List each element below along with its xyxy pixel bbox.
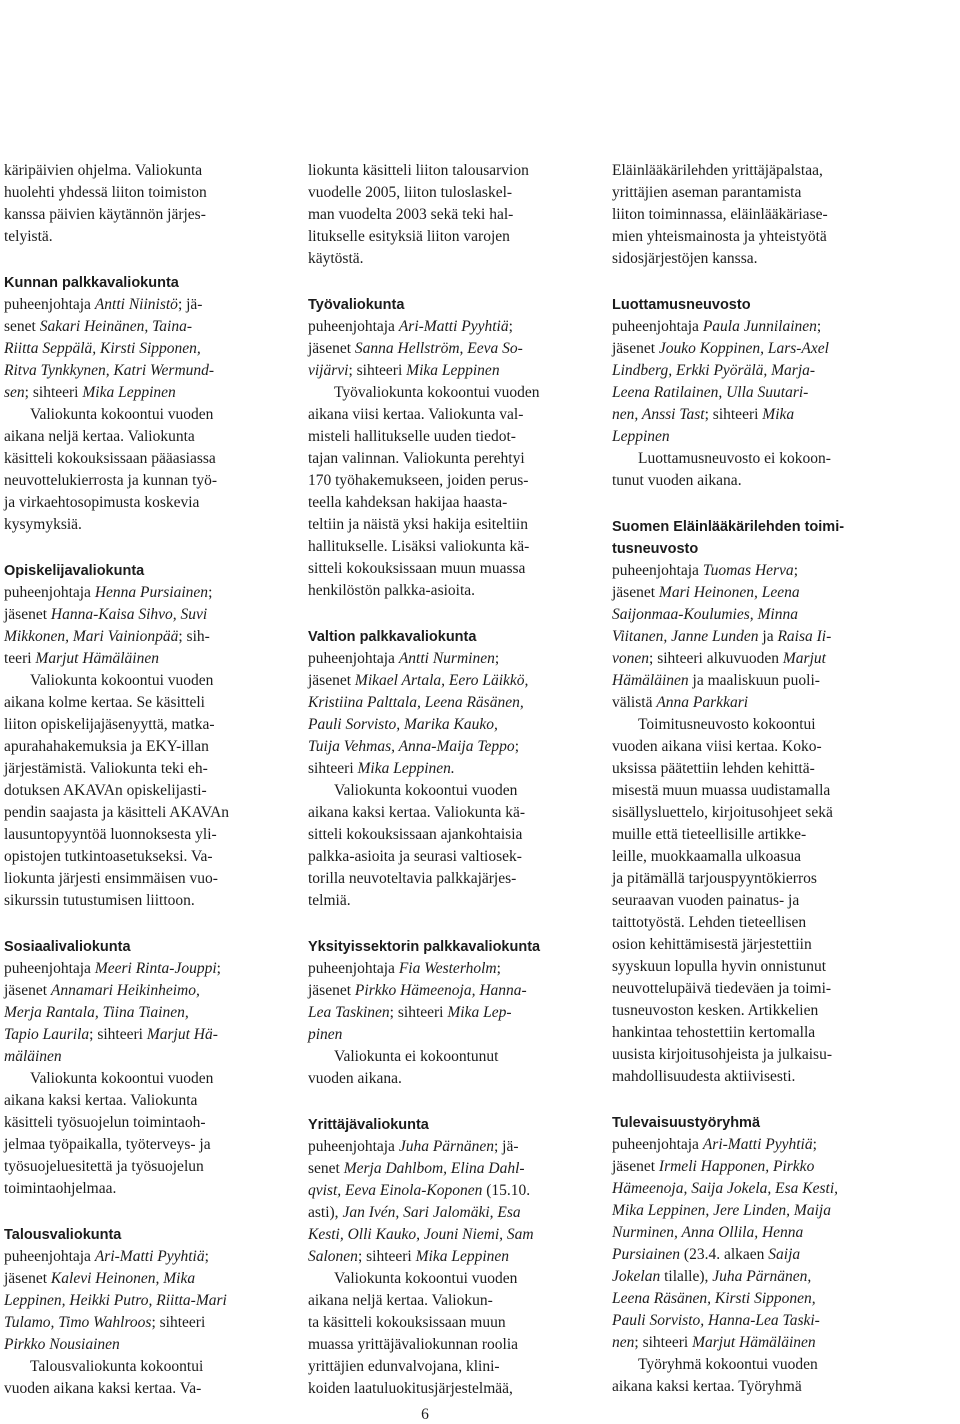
section-heading: Yrittäjävaliokunta [308, 1117, 429, 1133]
text-line: sitteli kokouksissaan muun muassa [308, 560, 526, 577]
text-line: Salonen; sihteeri Mika Leppinen [308, 1248, 510, 1265]
text-line: aikana neljä kertaa. Valiokun- [308, 1292, 493, 1309]
text-line: Kristiina Palttala, Leena Räsänen, [308, 694, 524, 711]
body-paragraph [4, 670, 274, 912]
text-line: Talousvaliokunta kokoontui [30, 1358, 204, 1375]
text-line: käsitteli työsuojelun toimintaoh- [4, 1114, 206, 1131]
text-line: Pursiainen (23.4. alkaen Saija [612, 1246, 801, 1263]
text-line: muille että tieteellisille artikke- [612, 826, 807, 843]
body-paragraph [308, 1046, 578, 1090]
section-talousvaliokunta [4, 1224, 274, 1400]
text-line: sen; sihteeri Mika Leppinen [4, 384, 176, 401]
text-line: sisällysluettelo, kirjoitusohjeet sekä [612, 804, 833, 821]
text-line: työsuojeluesitettä ja työsuojelun [4, 1158, 204, 1175]
text-line: Valiokunta kokoontui vuoden [30, 1070, 214, 1087]
text-line: misestä muun muassa uudistamalla [612, 782, 831, 799]
body-paragraph [612, 1354, 882, 1398]
section-heading: Kunnan palkkavaliokunta [4, 275, 179, 291]
text-line: tajan valinnan. Valiokunta perehtyi [308, 450, 525, 467]
text-line: tusneuvoston kesken. Artikkelien [612, 1002, 819, 1019]
text-line: hankintaa tehostettiin kertomalla [612, 1024, 816, 1041]
text-line: Luottamusneuvosto ei kokoon- [638, 450, 831, 467]
section-tyovaliokunta [308, 294, 578, 602]
text-line: lausuntopyyntöä luonnoksesta yli- [4, 826, 217, 843]
section-continued [308, 160, 578, 270]
text-line: puheenjohtaja Meeri Rinta-Jouppi; [4, 960, 221, 977]
text-line: mien yhteismainosta ja yhteistyötä [612, 228, 827, 245]
text-line: syyskuun lopulla hyvin onnistunut [612, 958, 826, 975]
text-line: pinen [308, 1026, 343, 1043]
text-line: huolehti yhdessä liiton toimiston [4, 184, 207, 201]
text-line: toimintaohjelmaa. [4, 1180, 117, 1197]
text-line: Mikkonen, Mari Vainionpää; sih- [4, 628, 210, 645]
text-line: aikana kaksi kertaa. Valiokunta kä- [308, 804, 526, 821]
text-line: Mika Leppinen, Jere Linden, Maija [612, 1202, 831, 1219]
text-line: liiton toiminnassa, eläinlääkäriase- [612, 206, 828, 223]
body-paragraph [308, 160, 578, 270]
text-line: Pauli Sorvisto, Marika Kauko, [308, 716, 498, 733]
text-line: Jokelan tilalle), Juha Pärnänen, [612, 1268, 812, 1285]
section-heading: Valtion palkkavaliokunta [308, 629, 477, 645]
text-line: sikurssin tutustumisen liittoon. [4, 892, 195, 909]
section-sosiaalivaliokunta [4, 936, 274, 1200]
members-paragraph [308, 1136, 578, 1268]
text-line: puheenjohtaja Henna Pursiainen; [4, 584, 213, 601]
text-column-2 [308, 160, 578, 1400]
page-number: 6 [421, 1406, 429, 1423]
section-luottamusneuvosto [612, 294, 882, 492]
text-line: sidosjärjestöjen kanssa. [612, 250, 758, 267]
body-paragraph [612, 448, 882, 492]
text-line: hallitukselle. Lisäksi valiokunta kä- [308, 538, 530, 555]
text-line: neuvottelupäivä tiedeväen ja toimi- [612, 980, 832, 997]
members-paragraph [4, 958, 274, 1068]
text-line: mahdollisuudesta aktiivisesti. [612, 1068, 796, 1085]
text-line: yrittäjien edunvalvojana, klini- [308, 1358, 500, 1375]
section-heading: Suomen Eläinlääkärilehden toimi- tusneuvosto [612, 519, 845, 557]
section-heading: Tulevaisuustyöryhmä [612, 1115, 761, 1131]
text-line: käripäivien ohjelma. Valiokunta [4, 162, 203, 179]
members-paragraph [308, 316, 578, 382]
text-line: Merja Rantala, Tiina Tiainen, [4, 1004, 189, 1021]
text-line: jäsenet Mari Heinonen, Leena [612, 584, 800, 601]
text-line: jelmaa työpaikalla, työterveys- ja [4, 1136, 211, 1153]
text-line: liokunta käsitteli liiton talousarvion [308, 162, 529, 179]
text-line: Riitta Seppälä, Kirsti Sipponen, [4, 340, 201, 357]
text-line: liokunta järjesti ensimmäisen vuo- [4, 870, 218, 887]
text-column-1 [4, 160, 274, 1400]
section-yrittajavaliokunta [308, 1114, 578, 1400]
text-line: aikana neljä kertaa. Valiokunta [4, 428, 195, 445]
text-line: Valiokunta ei kokoontunut [334, 1048, 499, 1065]
text-line: vonen; sihteeri alkuvuoden Marjut [612, 650, 826, 667]
text-line: puheenjohtaja Juha Pärnänen; jä- [308, 1138, 519, 1155]
text-line: muassa yrittäjävaliokunnan roolia [308, 1336, 519, 1353]
text-line: Leppinen [612, 428, 670, 445]
text-line: mäläinen [4, 1048, 62, 1065]
body-paragraph [4, 160, 274, 248]
section-suomen-elainlaakarilehden-toimi-tusneuvosto [612, 516, 882, 1088]
text-line: neuvottelukierrosta ja kunnan työ- [4, 472, 218, 489]
members-paragraph [4, 294, 274, 404]
text-line: liiton opiskelijajäsenyyttä, matka- [4, 716, 215, 733]
text-line: Tulamo, Timo Wahlroos; sihteeri [4, 1314, 206, 1331]
text-line: Hämäläinen ja maaliskuun puoli- [612, 672, 820, 689]
text-line: puheenjohtaja Ari-Matti Pyyhtiä; [612, 1136, 817, 1153]
text-line: Toimitusneuvosto kokoontui [638, 716, 816, 733]
text-line: jäsenet Pirkko Hämeenoja, Hanna- [308, 982, 527, 999]
section-heading: Opiskelijavaliokunta [4, 563, 145, 579]
text-line: käsitteli kokouksissaan pääasiassa [4, 450, 216, 467]
members-paragraph [4, 582, 274, 670]
text-line: Valiokunta kokoontui vuoden [334, 782, 518, 799]
text-line: telyistä. [4, 228, 53, 245]
text-line: dotuksen AKAVAn opiskelijasti- [4, 782, 207, 799]
text-line: Nurminen, Anna Ollila, Henna [612, 1224, 804, 1241]
text-line: puheenjohtaja Fia Westerholm; [308, 960, 501, 977]
text-line: Kesti, Olli Kauko, Jouni Niemi, Sam [308, 1226, 534, 1243]
text-line: opistojen tutkintoasetukseksi. Va- [4, 848, 213, 865]
text-line: koiden laatuluokitusjärjestelmää, [308, 1380, 513, 1397]
text-line: senet Sakari Heinänen, Taina- [4, 318, 193, 335]
text-line: seuraavan vuoden painatus- ja [612, 892, 800, 909]
section-valtion-palkkavaliokunta [308, 626, 578, 912]
text-line: telmiä. [308, 892, 351, 909]
text-line: vuoden aikana viisi kertaa. Koko- [612, 738, 822, 755]
text-line: leille, muokkaamalla ulkoasua [612, 848, 801, 865]
text-line: asti), Jan Ivén, Sari Jalomäki, Esa [308, 1204, 521, 1221]
text-line: puheenjohtaja Ari-Matti Pyyhtiä; [4, 1248, 209, 1265]
text-line: osion kehittämisestä järjestettiin [612, 936, 812, 953]
text-line: vuodelle 2005, liiton tuloslaskel- [308, 184, 513, 201]
text-line: jäsenet Mikael Artala, Eero Läikkö, [308, 672, 529, 689]
text-line: aikana kolme kertaa. Se käsitteli [4, 694, 205, 711]
text-line: taittotyöstä. Lehden tieteellisen [612, 914, 807, 931]
text-line: aikana viisi kertaa. Valiokunta val- [308, 406, 524, 423]
text-line: Lea Taskinen; sihteeri Mika Lep- [308, 1004, 512, 1021]
text-line: qvist, Eeva Einola-Koponen (15.10. [308, 1182, 531, 1199]
text-line: 170 työhakemukseen, joiden perus- [308, 472, 529, 489]
text-line: puheenjohtaja Paula Junnilainen; [612, 318, 822, 335]
section-heading: Talousvaliokunta [4, 1227, 122, 1243]
text-line: Tuija Vehmas, Anna-Maija Teppo; [308, 738, 519, 755]
text-line: jäsenet Hanna-Kaisa Sihvo, Suvi [4, 606, 208, 623]
body-paragraph [4, 1356, 274, 1400]
text-line: puheenjohtaja Antti Nurminen; [308, 650, 500, 667]
section-kunnan-palkkavaliokunta [4, 272, 274, 536]
text-line: uusista kirjoitusohjeista ja julkaisu- [612, 1046, 832, 1063]
text-line: vuoden aikana kaksi kertaa. Va- [4, 1380, 202, 1397]
text-line: teeri Marjut Hämäläinen [4, 650, 159, 667]
text-line: välistä Anna Parkkari [612, 694, 749, 711]
text-line: jäsenet Sanna Hellström, Eeva So- [308, 340, 523, 357]
text-line: apurahahakemuksia ja EKY-illan [4, 738, 209, 755]
text-line: puheenjohtaja Tuomas Herva; [612, 562, 798, 579]
text-line: sihteeri Mika Leppinen. [308, 760, 455, 777]
body-paragraph [308, 1268, 578, 1400]
text-line: Valiokunta kokoontui vuoden [30, 672, 214, 689]
text-column-3 [612, 160, 882, 1398]
text-line: Valiokunta kokoontui vuoden [30, 406, 214, 423]
text-line: kanssa päivien käytännön järjes- [4, 206, 206, 223]
text-line: misteli hallitukselle uuden tiedot- [308, 428, 516, 445]
text-line: tunut vuoden aikana. [612, 472, 742, 489]
text-line: nen, Anssi Tast; sihteeri Mika [612, 406, 795, 423]
text-line: man vuodelta 2003 sekä teki hal- [308, 206, 514, 223]
members-paragraph [4, 1246, 274, 1356]
section-opiskelijavaliokunta [4, 560, 274, 912]
text-line: Leena Räsänen, Kirsti Sipponen, [612, 1290, 816, 1307]
text-line: puheenjohtaja Ari-Matti Pyyhtiä; [308, 318, 513, 335]
body-paragraph [4, 1068, 274, 1200]
text-line: jäsenet Annamari Heikinheimo, [4, 982, 200, 999]
members-paragraph [612, 560, 882, 714]
members-paragraph [612, 316, 882, 448]
text-line: vijärvi; sihteeri Mika Leppinen [308, 362, 500, 379]
section-heading: Työvaliokunta [308, 297, 405, 313]
text-line: torilla neuvoteltavia palkkajärjes- [308, 870, 517, 887]
text-line: jäsenet Kalevi Heinonen, Mika [4, 1270, 196, 1287]
body-paragraph [612, 160, 882, 270]
text-line: Hämeenoja, Saija Jokela, Esa Kesti, [612, 1180, 838, 1197]
text-line: käytöstä. [308, 250, 364, 267]
text-line: aikana kaksi kertaa. Työryhmä [612, 1378, 802, 1395]
section-continued [4, 160, 274, 248]
section-heading: Sosiaalivaliokunta [4, 939, 131, 955]
body-paragraph [308, 382, 578, 602]
text-line: Pirkko Nousiainen [4, 1336, 120, 1353]
text-line: aikana kaksi kertaa. Valiokunta [4, 1092, 198, 1109]
text-line: ja pitämällä tarjouspyyntökierros [612, 870, 817, 887]
text-line: Työvaliokunta kokoontui vuoden [334, 384, 540, 401]
section-heading: Yksityissektorin palkkavaliokunta [308, 939, 541, 955]
text-line: Valiokunta kokoontui vuoden [334, 1270, 518, 1287]
text-line: Eläinlääkärilehden yrittäjäpalstaa, [612, 162, 823, 179]
text-line: Tapio Laurila; sihteeri Marjut Hä- [4, 1026, 218, 1043]
text-line: Ritva Tynkkynen, Katri Wermund- [4, 362, 215, 379]
text-line: yrittäjien aseman parantamista [612, 184, 802, 201]
text-line: Leppinen, Heikki Putro, Riitta-Mari [4, 1292, 227, 1309]
section-continued [612, 160, 882, 270]
text-line: henkilöstön palkka-asioita. [308, 582, 476, 599]
text-line: senet Merja Dahlbom, Elina Dahl- [308, 1160, 525, 1177]
text-line: järjestämistä. Valiokunta teki eh- [4, 760, 208, 777]
text-line: sitteli kokouksissaan ajankohtaisia [308, 826, 523, 843]
body-paragraph [612, 714, 882, 1088]
text-line: teella kahdeksan hakijaa haasta- [308, 494, 508, 511]
text-line: Lindberg, Erkki Pyörälä, Marja- [612, 362, 816, 379]
body-paragraph [308, 780, 578, 912]
body-paragraph [4, 404, 274, 536]
members-paragraph [612, 1134, 882, 1354]
text-line: vuoden aikana. [308, 1070, 402, 1087]
text-line: Työryhmä kokoontui vuoden [638, 1356, 818, 1373]
text-line: jäsenet Irmeli Happonen, Pirkko [612, 1158, 815, 1175]
members-paragraph [308, 648, 578, 780]
text-line: Leena Ratilainen, Ulla Suutari- [612, 384, 809, 401]
text-line: Viitanen, Janne Lunden ja Raisa Ii- [612, 628, 832, 645]
section-heading: Luottamusneuvosto [612, 297, 751, 313]
text-line: Pauli Sorvisto, Hanna-Lea Taski- [612, 1312, 820, 1329]
members-paragraph [308, 958, 578, 1046]
text-line: jäsenet Jouko Koppinen, Lars-Axel [612, 340, 829, 357]
section-yksityissektorin-palkkavaliokunta [308, 936, 578, 1090]
text-line: ta käsitteli kokouksissaan muun [308, 1314, 506, 1331]
text-line: ja virkaehtosopimusta koskevia [4, 494, 200, 511]
text-line: palkka-asioita ja seurasi valtiosek- [308, 848, 522, 865]
text-line: pendin saajasta ja käsitteli AKAVAn [4, 804, 230, 821]
text-line: teltiin ja näistä yksi hakija esiteltiin [308, 516, 528, 533]
text-line: Saijonmaa-Koulumies, Minna [612, 606, 798, 623]
text-line: litukselle esityksiä liiton varojen [308, 228, 510, 245]
text-line: nen; sihteeri Marjut Hämäläinen [612, 1334, 816, 1351]
text-line: kysymyksiä. [4, 516, 82, 533]
text-line: uksissa päätettiin lehden kehittä- [612, 760, 815, 777]
section-tulevaisuustyoryhma [612, 1112, 882, 1398]
text-line: puheenjohtaja Antti Niinistö; jä- [4, 296, 203, 313]
